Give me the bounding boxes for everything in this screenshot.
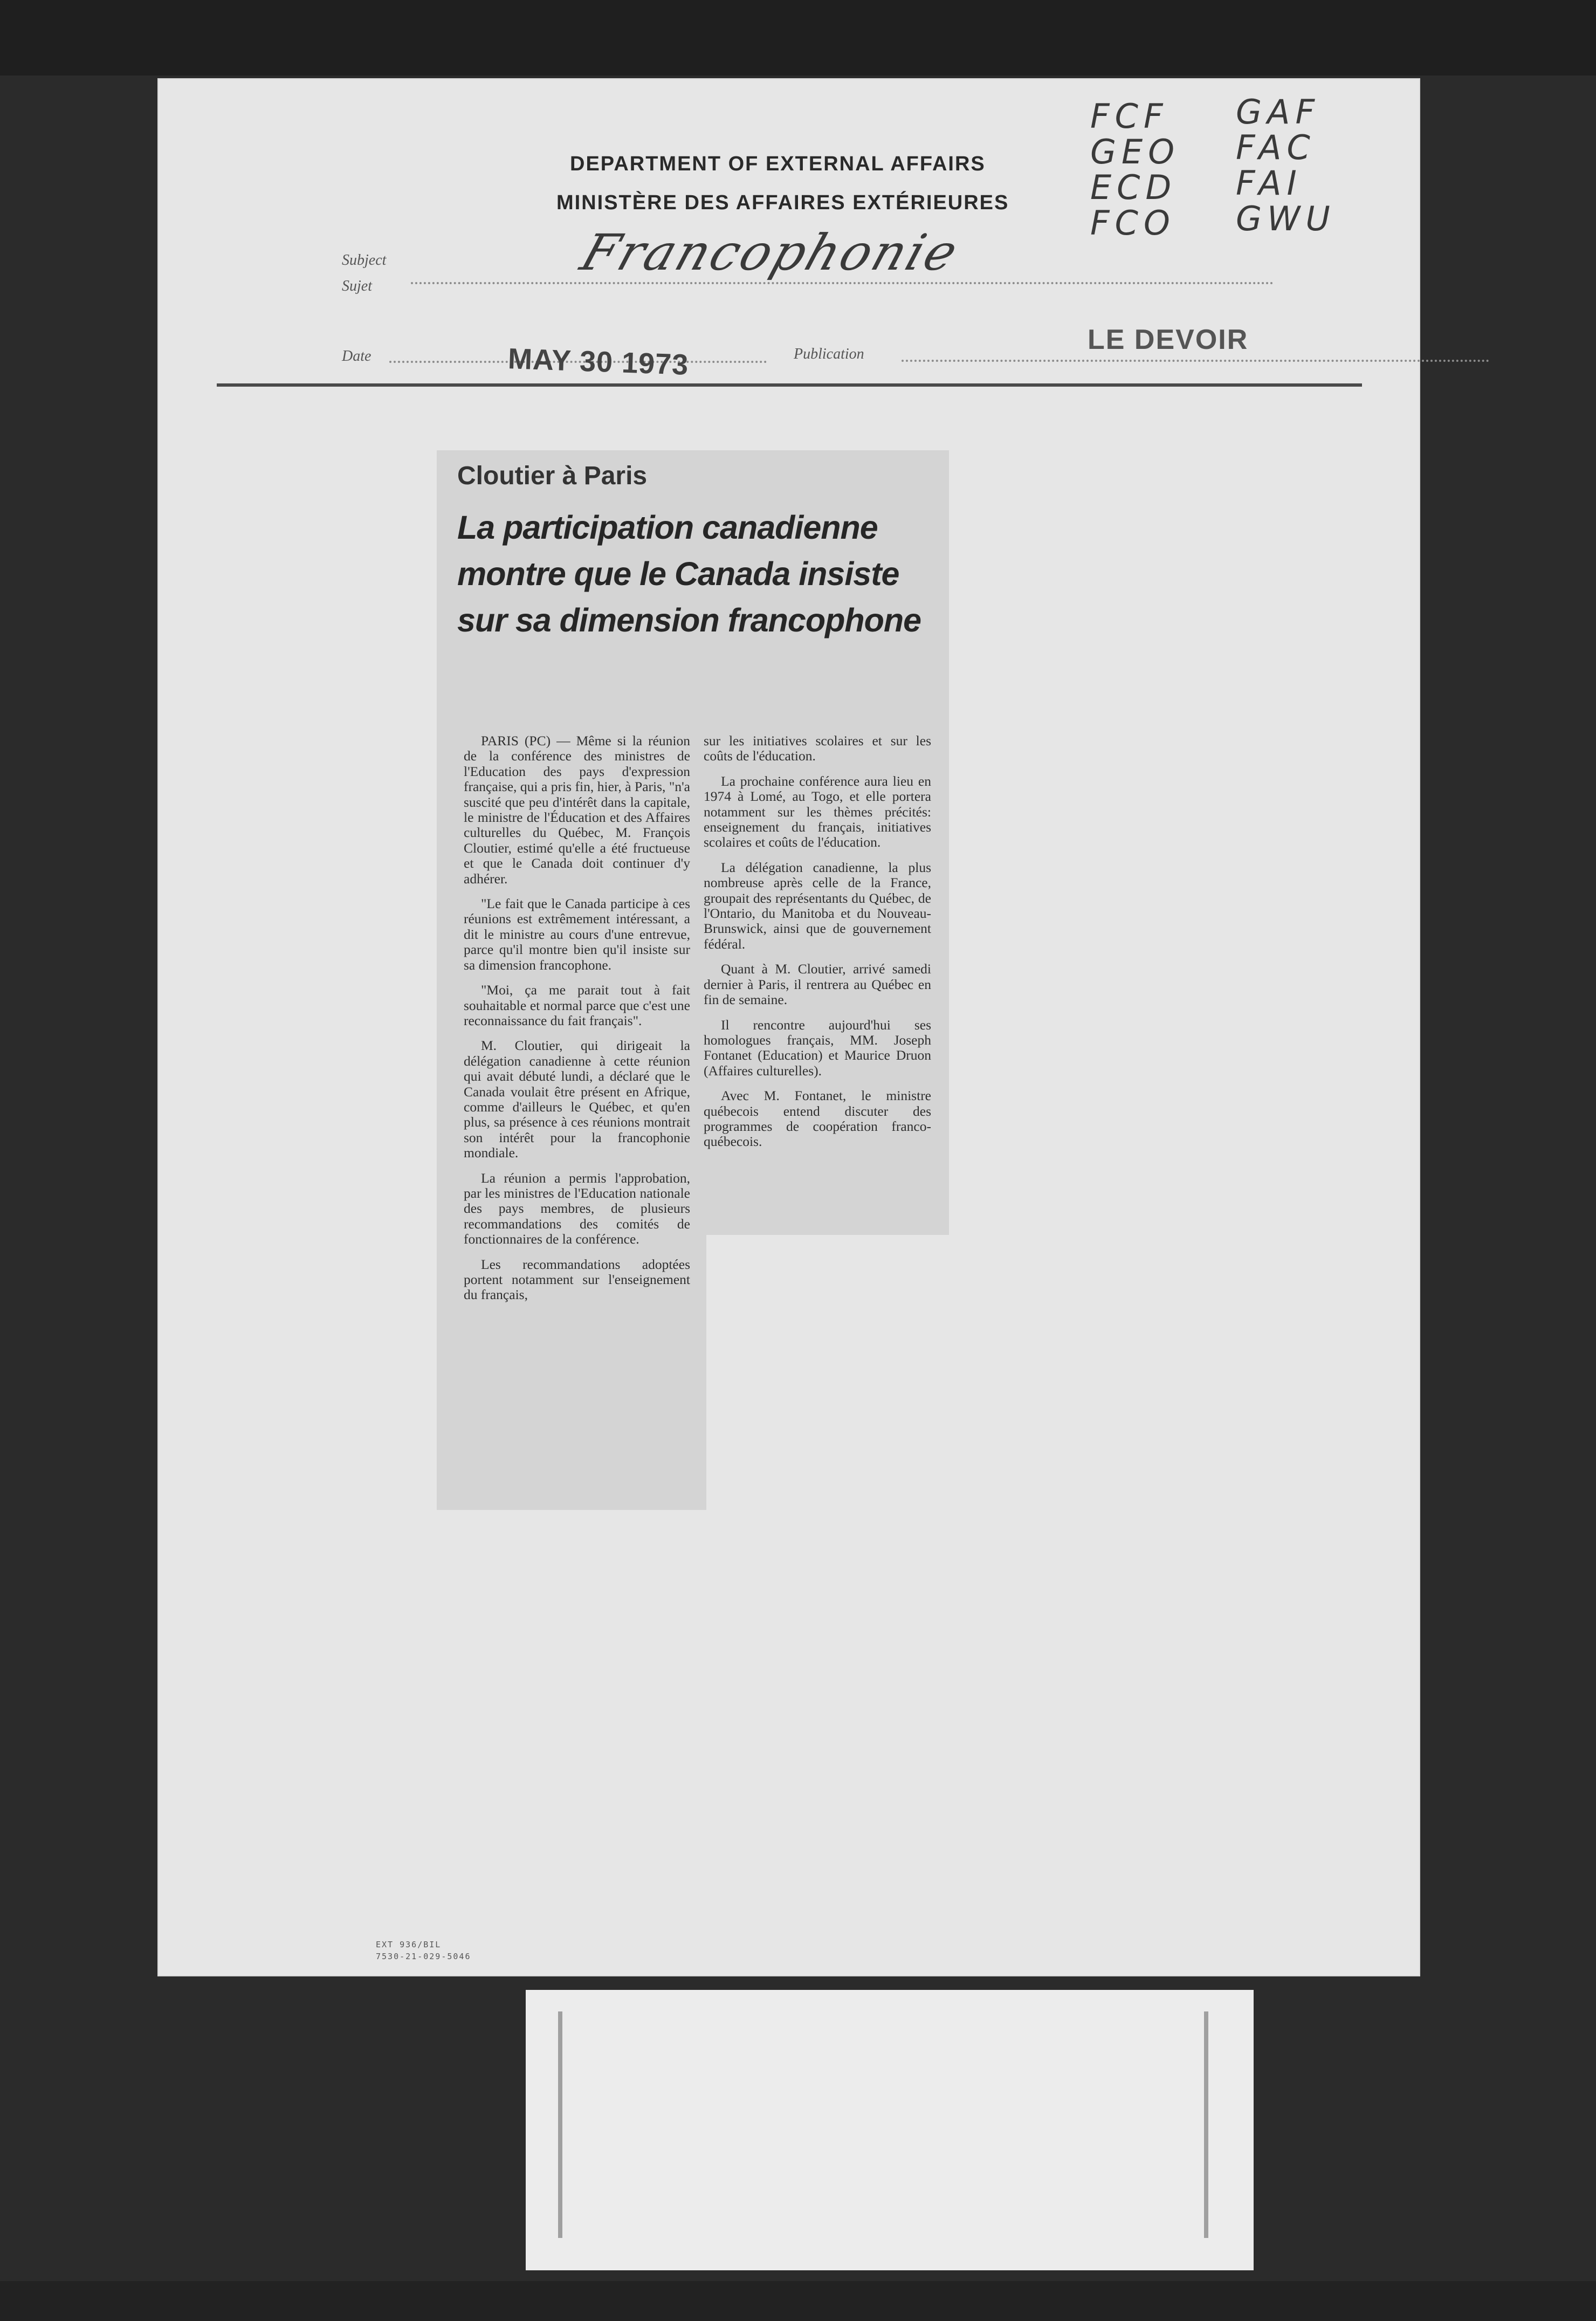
folder-tab bbox=[526, 1990, 1254, 2270]
folder-tab-inner bbox=[558, 2011, 1208, 2238]
publication-dotted-line bbox=[902, 360, 1489, 362]
publication-stamp: LE DEVOIR bbox=[1088, 324, 1249, 355]
article-paragraph: "Moi, ça me parait tout à fait souhaitable et normal parce que c'est une reconnaissance du fait français". bbox=[464, 982, 690, 1028]
article-headline: La participation canadienne montre que le Canada insiste sur sa dimension francophone bbox=[457, 509, 921, 638]
article-column-1 bbox=[464, 733, 690, 1313]
article-paragraph: M. Cloutier, qui dirigeait la délégation canadienne à cette réunion qui avait débuté lundi, a déclaré que le Canada voulait être présent en Afrique, comme d'ailleurs le Québec, et qu'en plus, sa présence à ces réunions montrait son intérêt pour la francophonie mondiale. bbox=[464, 1038, 690, 1161]
subject-handwritten-value: Francophonie bbox=[574, 224, 967, 281]
routing-code: FAC bbox=[1236, 128, 1316, 167]
publication-label: Publication bbox=[794, 346, 864, 362]
article-paragraph: La prochaine conférence aura lieu en 1974 à Lomé, au Togo, et elle portera notamment sur les thèmes précités: enseignement du français, initiatives scolaires et coûts de l'éducation. bbox=[704, 773, 931, 850]
header-rule bbox=[217, 383, 1362, 387]
article-paragraph: sur les initiatives scolaires et sur les coûts de l'éducation. bbox=[704, 733, 931, 764]
clipping-cut-corner bbox=[706, 1235, 954, 1515]
article-paragraph: Quant à M. Cloutier, arrivé samedi dernier à Paris, il rentrera au Québec en fin de semaine. bbox=[704, 961, 931, 1008]
date-label: Date bbox=[342, 348, 372, 365]
form-number-line: EXT 936/BIL bbox=[376, 1940, 442, 1949]
routing-code: ECD bbox=[1090, 168, 1177, 207]
article-paragraph: Il rencontre aujourd'hui ses homologues français, MM. Joseph Fontanet (Education) et Maurice Druon (Affaires culturelles). bbox=[704, 1017, 931, 1079]
routing-code: GEO bbox=[1090, 132, 1180, 171]
film-edge-top bbox=[0, 0, 1596, 75]
article-paragraph: "Le fait que le Canada participe à ces réunions est extrêmement intéressant, a dit le ministre au cours d'une entrevue, parce qu'il montre bien qu'il insiste sur sa dimension francophone. bbox=[464, 896, 690, 973]
routing-code: FCF bbox=[1090, 97, 1168, 136]
article-column-2 bbox=[704, 733, 931, 1159]
routing-codes-right bbox=[1236, 94, 1336, 237]
routing-code: FCO bbox=[1090, 203, 1175, 243]
routing-codes-left bbox=[1090, 99, 1180, 241]
article-paragraph: La réunion a permis l'approbation, par les ministres de l'Education nationale des pays membres, de plusieurs recommandations des comités de fonctionnaires de la conférence. bbox=[464, 1170, 690, 1247]
routing-code: GAF bbox=[1236, 92, 1320, 132]
article-paragraph: PARIS (PC) — Même si la réunion de la conférence des ministres de l'Education des pays d'expression française, qui a pris fin, hier, à Paris, "n'a suscité que peu d'intérêt dans la capitale, le ministre de l'Éducation et des Affaires culturelles du Québec, M. François Cloutier, estimé qu'elle a été fructueuse et que le Canada doit continuer d'y adhérer. bbox=[464, 733, 690, 887]
subject-label: Subject bbox=[342, 252, 387, 269]
article-paragraph: Les recommandations adoptées portent notamment sur l'enseignement du français, bbox=[464, 1256, 690, 1303]
form-number-line: 7530-21-029-5046 bbox=[376, 1952, 471, 1961]
article-paragraph: Avec M. Fontanet, le ministre québecois entend discuter des programmes de coopération franco-québecois. bbox=[704, 1088, 931, 1150]
sujet-label: Sujet bbox=[342, 278, 372, 294]
routing-code: GWU bbox=[1236, 199, 1336, 238]
film-edge-bottom bbox=[0, 2281, 1596, 2321]
department-name-fr: MINISTÈRE DES AFFAIRES EXTÉRIEURES bbox=[556, 191, 1009, 214]
article-paragraph: La délégation canadienne, la plus nombreuse après celle de la France, groupait des représentants du Québec, de l'Ontario, du Manitoba et du Nouveau-Brunswick, ainsi que de gouvernement fédéral. bbox=[704, 859, 931, 952]
routing-code: FAI bbox=[1236, 163, 1302, 203]
department-name-en: DEPARTMENT OF EXTERNAL AFFAIRS bbox=[570, 153, 986, 175]
form-number bbox=[376, 1939, 471, 1962]
article-kicker: Cloutier à Paris bbox=[457, 462, 648, 490]
date-stamp: MAY 30 1973 bbox=[507, 342, 690, 381]
subject-dotted-line bbox=[411, 282, 1274, 284]
